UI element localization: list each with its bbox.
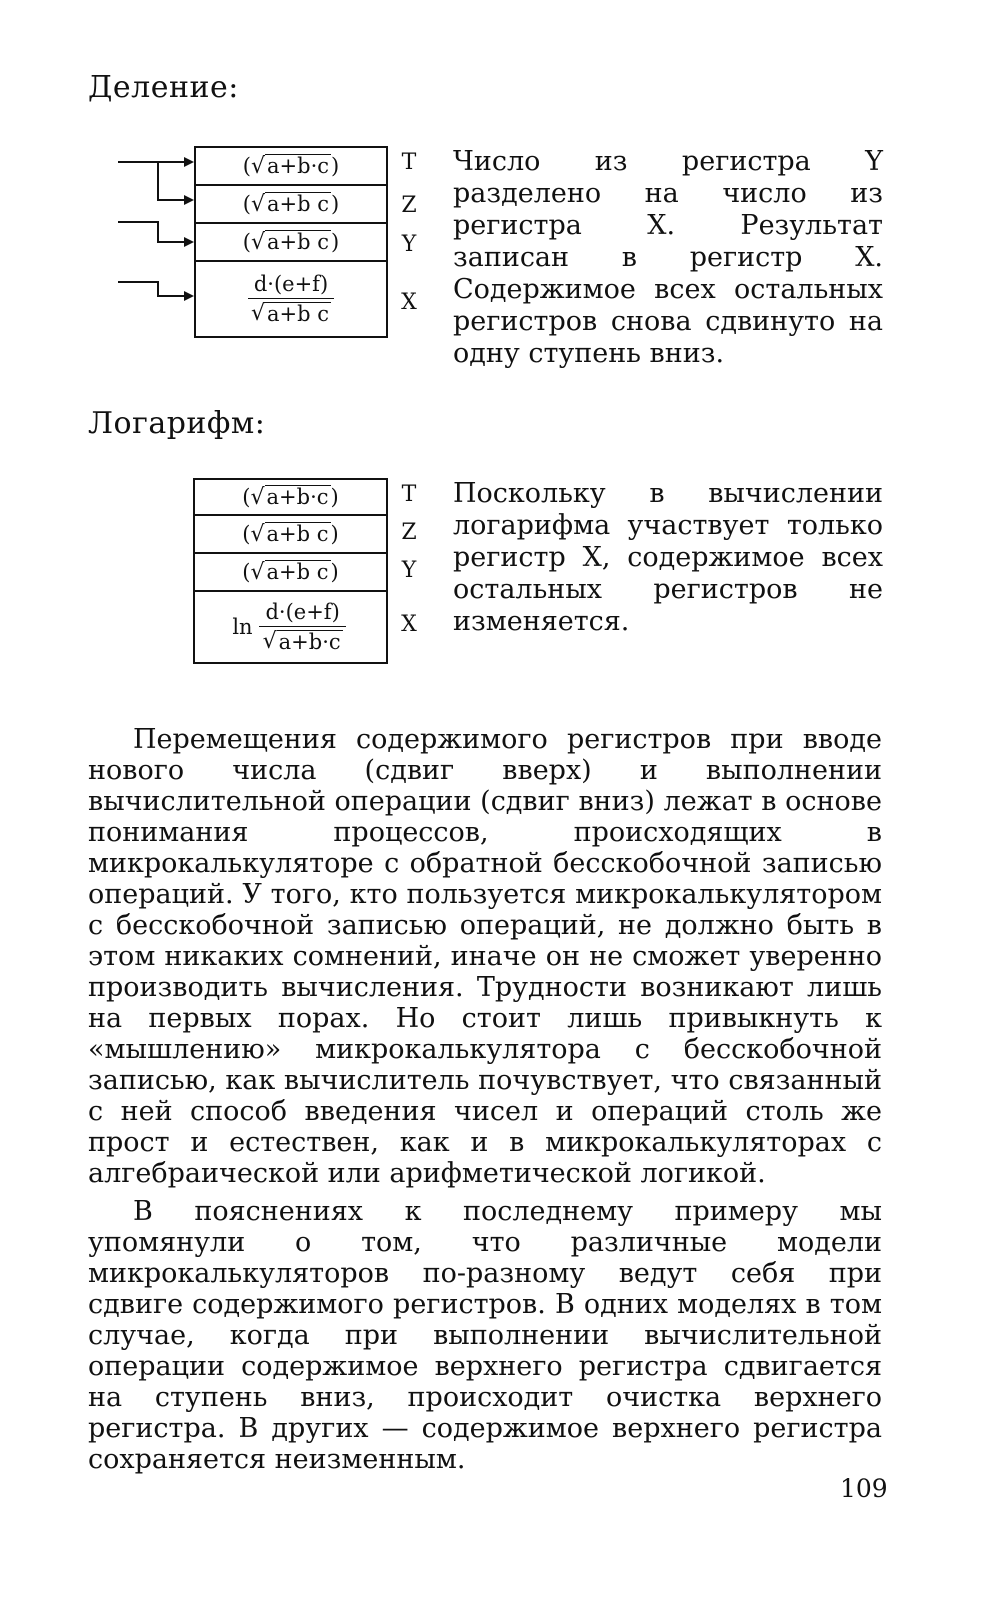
- division-register-t: ( √ a+b·c ): [196, 148, 386, 186]
- logarithm-label-z: Z: [401, 520, 417, 545]
- division-register-y: ( √ a+b c ): [196, 224, 386, 262]
- logarithm-label-y: Y: [401, 558, 417, 583]
- body-paragraph-2: В пояснениях к последнему примеру мы упомянули о том, что различные модели микрокалькуляторов по-разному ведут себя при сдвиге содержимого регистров. В одних моделях в том случае, когда при выполнении вычислительной операции содержимое верхнего регистра сдвигается на ступень вниз, происходит очистка верхнего регистра. В других — содержимое верхнего регистра сохраняется неизменным.: [88, 1196, 882, 1475]
- division-description: Число из регистра Y разделено на число из регистра X. Результат записан в регистр X. Содержимое всех остальных регистров снова сдвинуто на одну ступень вниз.: [453, 146, 883, 369]
- division-label-y: Y: [401, 232, 417, 257]
- division-register-z: ( √ a+b c ): [196, 186, 386, 224]
- page-number: 109: [840, 1474, 888, 1503]
- division-label-z: Z: [401, 193, 417, 218]
- logarithm-heading: Логарифм:: [88, 406, 266, 441]
- logarithm-register-t: ( √ a+b·c ): [195, 480, 386, 516]
- division-register-stack: [194, 146, 388, 338]
- logarithm-register-stack: [193, 478, 388, 664]
- logarithm-description: Поскольку в вычислении логарифма участвует только регистр X, содержимое всех остальных регистров не изменяется.: [453, 478, 883, 637]
- division-register-x: d·(e+f) √ a+b c: [196, 262, 386, 336]
- logarithm-label-t: T: [401, 482, 417, 507]
- logarithm-register-x: ln d·(e+f) √ a+b·c: [195, 592, 386, 662]
- body-paragraph-1: Перемещения содержимого регистров при вводе нового числа (сдвиг вверх) и выполнении вычислительной операции (сдвиг вниз) лежат в основе понимания процессов, происходящих в микрокалькуляторе с обратной бесскобочной записью операций. У того, кто пользуется микрокалькулятором с бесскобочной записью операций, не должно быть в этом никаких сомнений, иначе он не сможет уверенно производить вычисления. Трудности возникают лишь на первых порах. Но стоит лишь привыкнуть к «мышлению» микрокалькулятора с бесскобочной записью, как вычислитель почувствует, что связанный с ней способ введения чисел и операций столь же прост и естествен, как и в микрокалькуляторах с алгебраической или арифметической логикой.: [88, 724, 882, 1189]
- division-heading: Деление:: [88, 70, 239, 105]
- logarithm-register-y: ( √ a+b c ): [195, 554, 386, 592]
- division-label-t: T: [401, 150, 417, 175]
- logarithm-label-x: X: [401, 612, 417, 637]
- logarithm-register-z: ( √ a+b c ): [195, 516, 386, 554]
- division-label-x: X: [401, 290, 417, 315]
